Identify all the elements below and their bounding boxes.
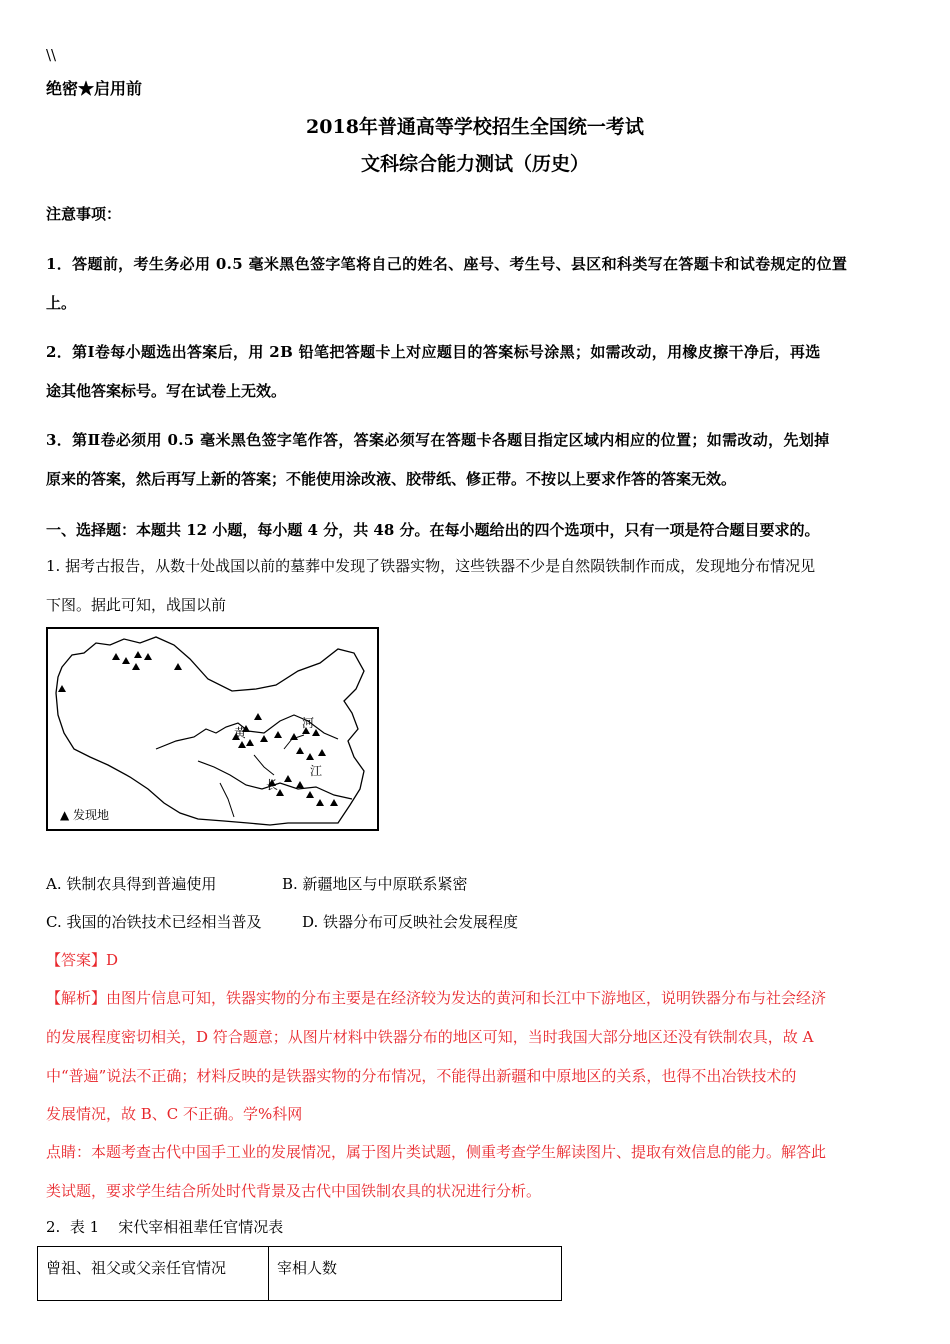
q1-tip-line-1: 点睛：本题考查古代中国手工业的发展情况，属于图片类试题，侧重考查学生解读图片、提取有效信息的能力。解答此 xyxy=(46,1143,827,1161)
map-label-chang: 长 xyxy=(266,778,279,792)
notes-heading: 注意事项： xyxy=(46,205,122,223)
map-label-he: 河 xyxy=(302,716,315,730)
q1-tip-line-2: 类试题，要求学生结合所处时代背景及古代中国铁制农具的状况进行分析。 xyxy=(46,1182,542,1200)
exam-subtitle: 文科综合能力测试（历史） xyxy=(360,153,589,175)
note-3-line-2: 原来的答案，然后再写上新的答案；不能使用涂改液、胶带纸、修正带。不按以上要求作答的答案无效。 xyxy=(46,470,737,488)
note-3-line-1: 3．第Ⅱ卷必须用 0.5 毫米黑色签字笔作答，答案必须写在答题卡各题目指定区域内相应的位置；如需改动，先划掉 xyxy=(46,431,830,449)
note-2-line-1: 2．第Ⅰ卷每小题选出答案后，用 2B 铅笔把答题卡上对应题目的答案标号涂黑；如需改动，用橡皮擦干净后，再选 xyxy=(46,343,821,361)
iron-finds-map xyxy=(46,627,379,831)
q1-stem-line-1: 1. 据考古报告，从数十处战国以前的墓葬中发现了铁器实物，这些铁器不少是自然陨铁制作而成，发现地分布情况见 xyxy=(46,557,816,575)
q1-option-d: D. 铁器分布可反映社会发展程度 xyxy=(302,913,519,931)
note-1-line-2: 上。 xyxy=(46,294,77,312)
table-header-cell: 曾祖、祖父或父亲任官情况 xyxy=(38,1247,269,1301)
map-drawing xyxy=(48,629,377,829)
tributary-2 xyxy=(254,755,274,775)
table-row xyxy=(38,1247,562,1301)
map-label-jiang: 江 xyxy=(310,764,323,778)
q1-analysis-line-3: 中“普遍”说法不正确；材料反映的是铁器实物的分布情况，不能得出新疆和中原地区的关系，也得不出冶铁技术的 xyxy=(46,1067,797,1085)
note-2-line-2: 途其他答案标号。写在试卷上无效。 xyxy=(46,382,287,400)
q1-option-c: C. 我国的冶铁技术已经相当普及 xyxy=(46,913,262,931)
q1-option-b: B. 新疆地区与中原联系紧密 xyxy=(282,875,468,893)
q1-stem-line-2: 下图。据此可知，战国以前 xyxy=(46,596,227,614)
find-site-markers xyxy=(58,651,338,806)
song-chancellor-table xyxy=(37,1246,562,1301)
q2-stem: 2. 表 1 宋代宰相祖辈任官情况表 xyxy=(46,1218,284,1236)
q1-analysis-line-2: 的发展程度密切相关，D 符合题意；从图片材料中铁器分布的地区可知，当时我国大部分地区还没有铁制农具，故 A xyxy=(46,1028,814,1046)
map-label-huang: 黄 xyxy=(234,726,247,740)
q1-analysis-line-4: 发展情况，故 B、C 不正确。学%科网 xyxy=(46,1105,303,1123)
tributary-1 xyxy=(220,783,234,817)
q1-answer: 【答案】D xyxy=(46,951,119,969)
exam-title: 2018年普通高等学校招生全国统一考试 xyxy=(306,116,644,138)
backslash-text: \\ xyxy=(46,46,57,64)
q1-option-a: A. 铁制农具得到普遍使用 xyxy=(46,875,217,893)
note-1-line-1: 1．答题前，考生务必用 0.5 毫米黑色签字笔将自己的姓名、座号、考生号、县区和科类写在答题卡和试卷规定的位置 xyxy=(46,255,848,273)
q1-analysis-line-1: 【解析】由图片信息可知，铁器实物的分布主要是在经济较为发达的黄河和长江中下游地区，说明铁器分布与社会经济 xyxy=(46,989,827,1007)
map-legend: ▲ 发现地 xyxy=(60,808,110,822)
table-header-cell: 宰相人数 xyxy=(269,1247,562,1301)
section-heading: 一、选择题：本题共 12 小题，每小题 4 分，共 48 分。在每小题给出的四个选项中，只有一项是符合题目要求的。 xyxy=(46,521,820,539)
secret-label: 绝密★启用前 xyxy=(46,79,143,98)
